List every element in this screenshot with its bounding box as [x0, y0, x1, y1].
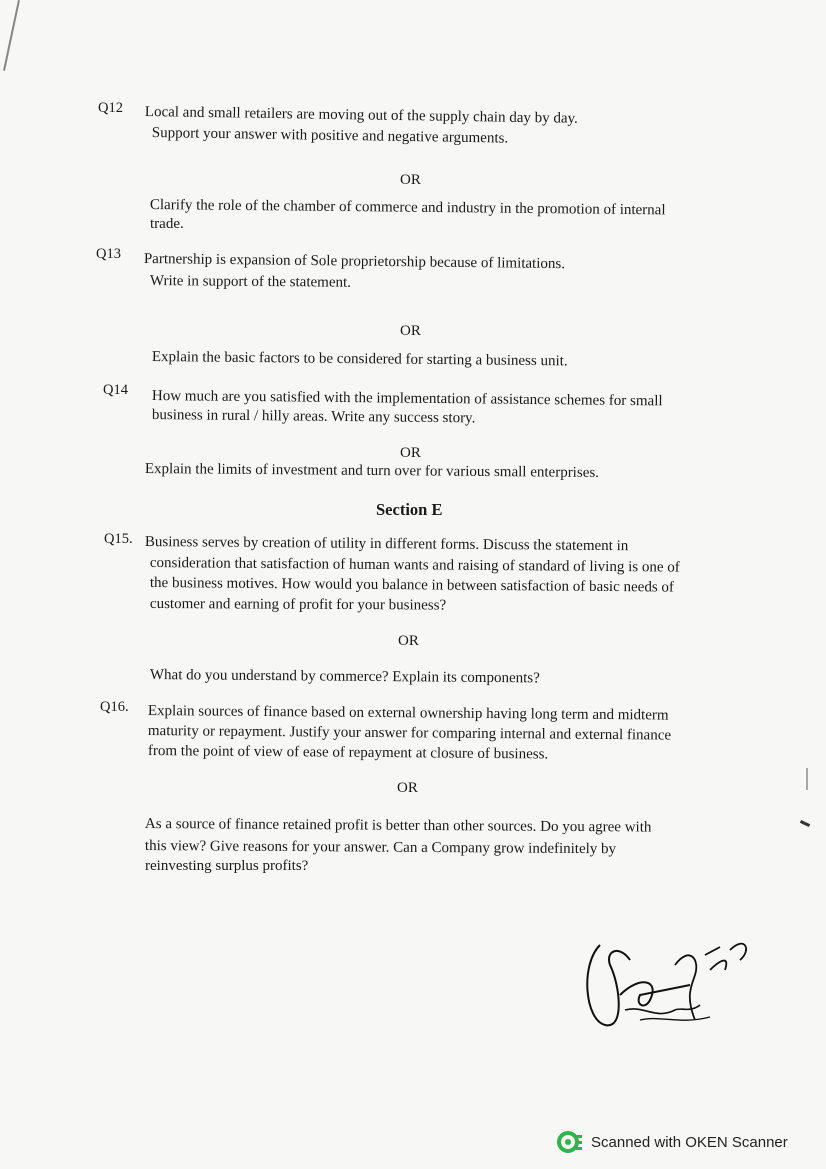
question-text: As a source of finance retained profit is better than other sources. Do you agree with: [144, 816, 652, 836]
section-title: Section E: [376, 500, 443, 519]
question-text: How much are you satisfied with the implementation of assistance schemes for small: [151, 387, 663, 410]
question-number: Q13: [96, 246, 121, 262]
question-text: from the point of view of ease of repayment at closure of business.: [147, 742, 549, 763]
question-number: Q14: [103, 382, 128, 398]
oken-scanner-logo: [557, 1131, 583, 1153]
or-separator: OR: [400, 172, 421, 188]
question-text: Explain sources of finance based on external ownership having long term and midterm: [147, 702, 669, 724]
question-text: consideration that satisfaction of human wants and raising of standard of living is one of: [149, 554, 680, 576]
question-text: this view? Give reasons for your answer. Can a Company grow indefinitely by: [144, 838, 617, 858]
question-text: What do you understand by commerce? Explain its components?: [149, 666, 540, 687]
question-number: Q12: [98, 100, 123, 116]
question-text: customer and earning of profit for your business?: [149, 596, 447, 614]
question-text: Clarify the role of the chamber of commerce and industry in the promotion of internal: [149, 196, 666, 219]
or-separator: OR: [397, 780, 418, 796]
question-text: Support your answer with positive and negative arguments.: [151, 124, 509, 147]
signature-image: [580, 925, 760, 1040]
scan-mark: [800, 820, 810, 827]
or-separator: OR: [400, 323, 421, 339]
or-separator: OR: [398, 633, 419, 649]
scan-edge-line: [3, 0, 20, 71]
or-separator: OR: [400, 445, 421, 461]
question-text: Write in support of the statement.: [149, 272, 351, 291]
question-text: the business motives. How would you balance in between satisfaction of basic needs of: [149, 574, 675, 596]
question-text: maturity or repayment. Justify your answer for comparing internal and external finance: [147, 722, 672, 744]
question-text: business in rural / hilly areas. Write any success story.: [151, 406, 476, 427]
question-text: Business serves by creation of utility in different forms. Discuss the statement in: [144, 533, 629, 555]
question-text: Local and small retailers are moving out of the supply chain day by day.: [144, 103, 579, 127]
question-number: Q16.: [100, 699, 129, 715]
question-text: Explain the limits of investment and turn over for various small enterprises.: [144, 460, 600, 481]
question-number: Q15.: [104, 531, 133, 547]
question-text: Explain the basic factors to be considered for starting a business unit.: [151, 348, 568, 370]
scan-mark: [806, 768, 808, 790]
question-text: reinvesting surplus profits?: [145, 858, 309, 874]
scanner-watermark: [557, 1130, 788, 1154]
question-text: Partnership is expansion of Sole proprietorship because of limitations.: [143, 250, 566, 273]
question-text: trade.: [150, 216, 184, 232]
scanner-text: Scanned with OKEN Scanner: [591, 1133, 788, 1151]
